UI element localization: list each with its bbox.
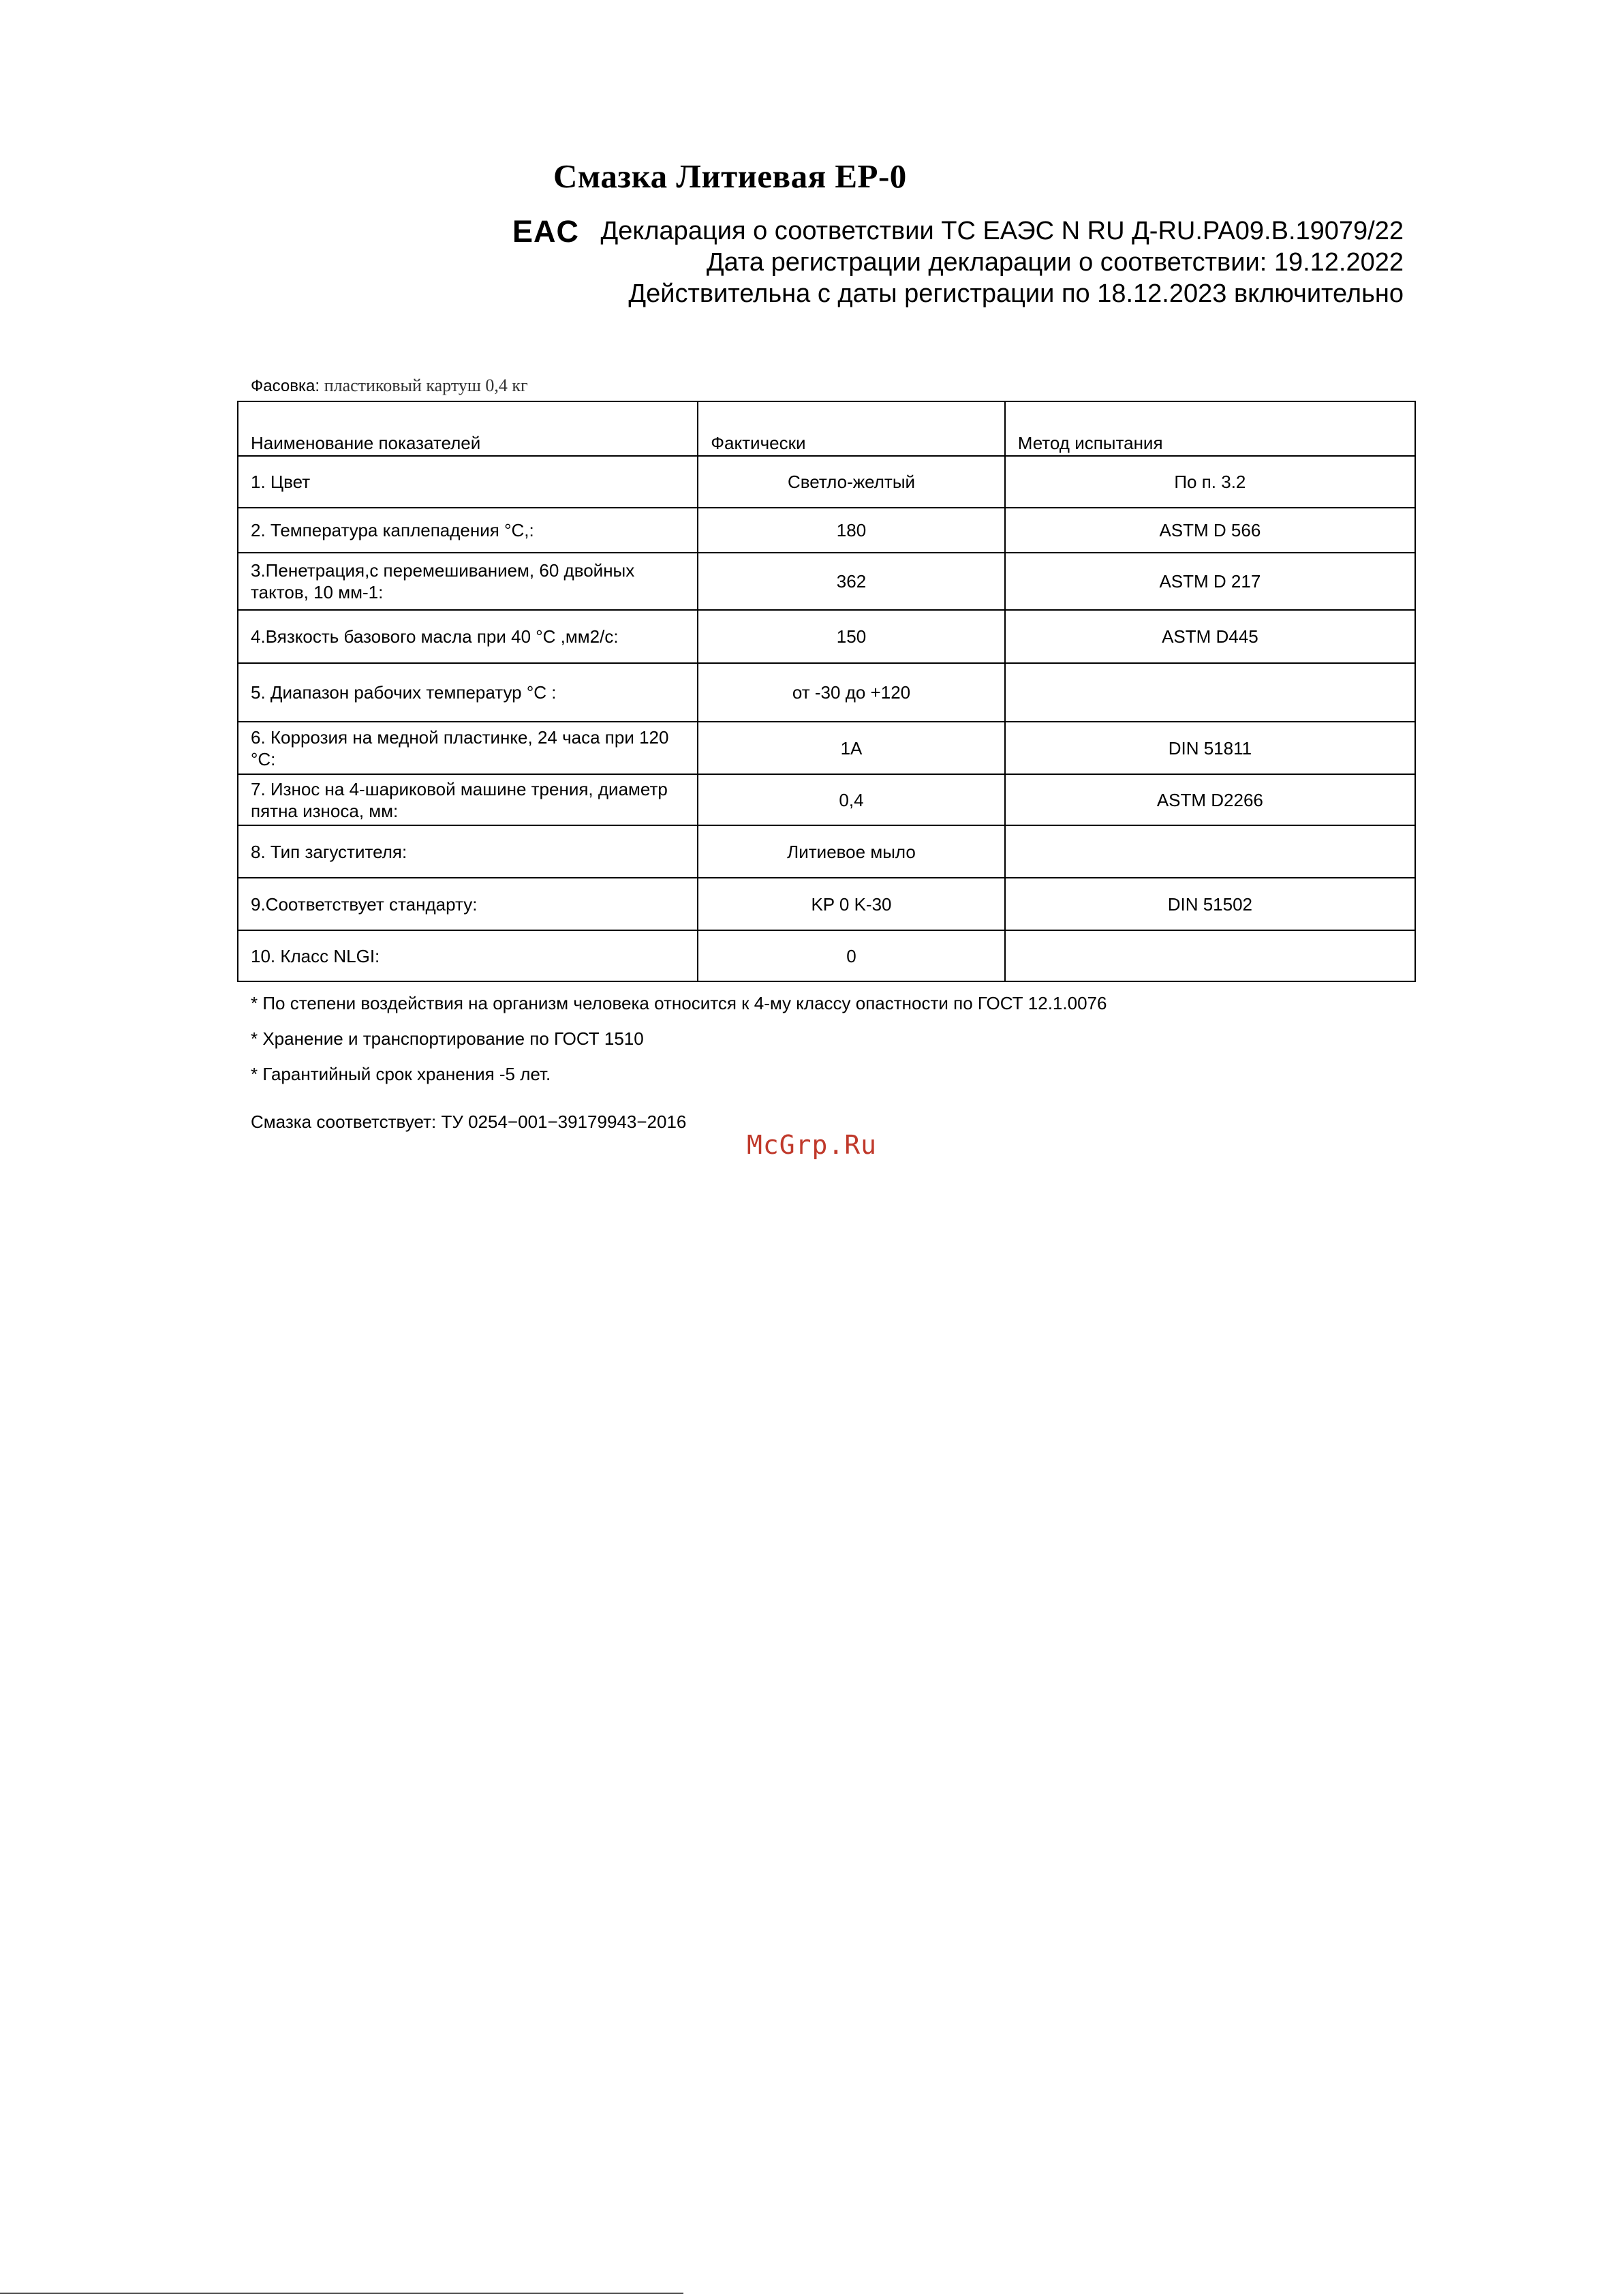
row-actual: 0,4 <box>698 774 1005 825</box>
row-name: 9.Соответствует стандарту: <box>238 878 698 930</box>
row-name: 7. Износ на 4-шариковой машине трения, диаметр пятна износа, мм: <box>238 774 698 825</box>
validity-period: Действительна с даты регистрации по 18.12.2023 включительно <box>628 279 1404 308</box>
note-shelf-life: * Гарантийный срок хранения -5 лет. <box>251 1064 551 1084</box>
row-name: 5. Диапазон рабочих температур °С : <box>238 663 698 722</box>
table-row <box>238 553 1415 610</box>
row-method: ASTM D 217 <box>1005 553 1415 610</box>
footer-divider <box>0 2293 683 2294</box>
row-actual: Литиевое мыло <box>698 825 1005 878</box>
row-actual: KP 0 K-30 <box>698 878 1005 930</box>
table-row <box>238 663 1415 722</box>
packaging-value: пластиковый картуш 0,4 кг <box>324 376 528 395</box>
table-row <box>238 456 1415 508</box>
row-method: По п. 3.2 <box>1005 456 1415 508</box>
row-method: ASTM D2266 <box>1005 774 1415 825</box>
row-name: 6. Коррозия на медной пластинке, 24 часа при 120 °С: <box>238 722 698 774</box>
table-row <box>238 825 1415 878</box>
registration-date: Дата регистрации декларации о соответствии: 19.12.2022 <box>706 248 1404 277</box>
packaging-label: Фасовка: <box>251 377 320 395</box>
declaration-block <box>600 215 1404 309</box>
table-header-row <box>238 401 1415 456</box>
row-name: 3.Пенетрация,с перемешиванием, 60 двойных тактов, 10 мм-1: <box>238 553 698 610</box>
row-actual: 180 <box>698 508 1005 553</box>
row-method: DIN 51811 <box>1005 722 1415 774</box>
row-method <box>1005 663 1415 722</box>
row-method: DIN 51502 <box>1005 878 1415 930</box>
header-actual: Фактически <box>698 401 1005 456</box>
specifications-table <box>237 401 1416 982</box>
table-row <box>238 722 1415 774</box>
table-row <box>238 878 1415 930</box>
row-name: 8. Тип загустителя: <box>238 825 698 878</box>
header-test-method: Метод испытания <box>1005 401 1415 456</box>
conformity-statement: Смазка соответствует: ТУ 0254−001−39179943−2016 <box>251 1112 687 1132</box>
table-row <box>238 508 1415 553</box>
row-method: ASTM D445 <box>1005 610 1415 663</box>
row-actual: 150 <box>698 610 1005 663</box>
row-name: 4.Вязкость базового масла при 40 °С ,мм2/с: <box>238 610 698 663</box>
table-row <box>238 610 1415 663</box>
table-row <box>238 930 1415 981</box>
row-actual: 0 <box>698 930 1005 981</box>
declaration-number: Декларация о соответствии ТС ЕАЭС N RU Д-RU.PA09.В.19079/22 <box>600 217 1404 245</box>
row-name: 2. Температура каплепадения °С,: <box>238 508 698 553</box>
notes-section <box>251 985 1107 1139</box>
row-method: ASTM D 566 <box>1005 508 1415 553</box>
row-method <box>1005 825 1415 878</box>
document-title: Смазка Литиевая ЕР-0 <box>553 157 907 195</box>
packaging-line <box>251 376 528 396</box>
row-name: 1. Цвет <box>238 456 698 508</box>
row-actual: 1A <box>698 722 1005 774</box>
header-indicator-name: Наименование показателей <box>238 401 698 456</box>
note-storage: * Хранение и транспортирование по ГОСТ 1510 <box>251 1028 644 1049</box>
row-name: 10. Класс NLGI: <box>238 930 698 981</box>
row-method <box>1005 930 1415 981</box>
row-actual: 362 <box>698 553 1005 610</box>
row-actual: от -30 до +120 <box>698 663 1005 722</box>
eac-mark: EAC <box>512 214 580 249</box>
row-actual: Светло-желтый <box>698 456 1005 508</box>
note-hazard-class: * По степени воздействия на организм человека относится к 4-му классу опастности по ГОСТ 12.1.0076 <box>251 993 1107 1013</box>
table-row <box>238 774 1415 825</box>
watermark: McGrp.Ru <box>747 1130 878 1160</box>
